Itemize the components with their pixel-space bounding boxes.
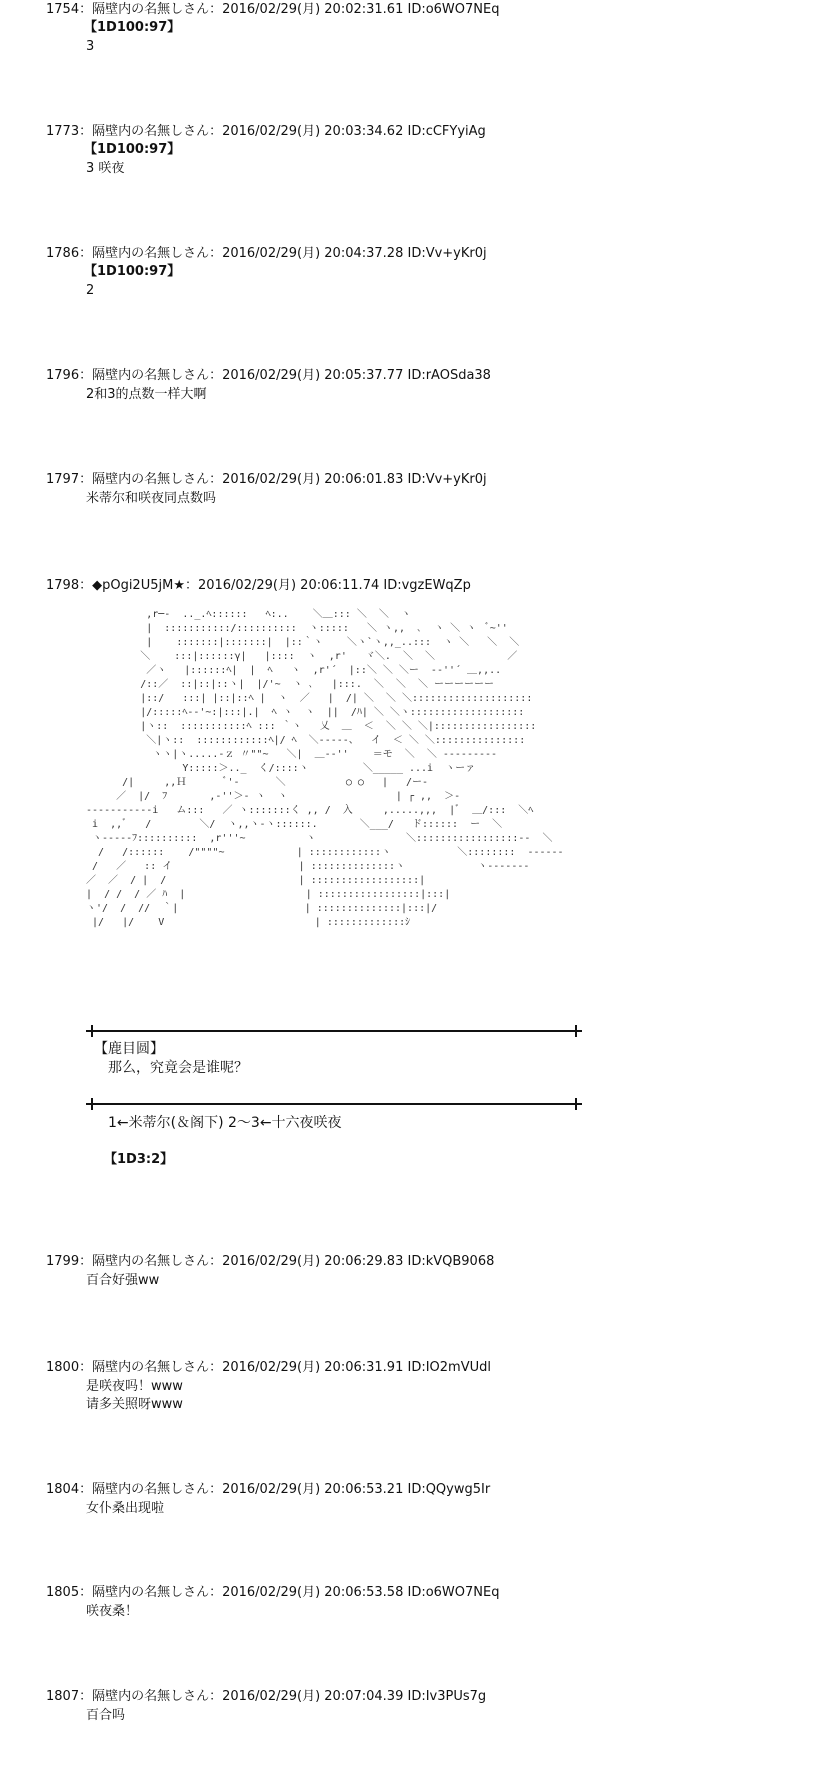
post-header: 1804：隔壁内の名無しさん：2016/02/29(月) 20:06:53.21 ID:QQywg5Ir [46, 1482, 491, 1497]
post-header: 1796：隔壁内の名無しさん：2016/02/29(月) 20:05:37.77 ID:rAOSda38 [46, 368, 491, 383]
post-line: 2 [86, 283, 95, 298]
dice-result: 【1D100:97】 [84, 142, 181, 157]
post-line: 2和3的点数一样大啊 [86, 387, 207, 402]
post-line: 百合好强ww [86, 1273, 160, 1288]
dice-result: 【1D100:97】 [84, 264, 181, 279]
divider-line [92, 1103, 576, 1105]
speech-text: 那么，究竟会是谁呢？ [108, 1060, 248, 1076]
dice-result: 【1D100:97】 [84, 20, 181, 35]
post-line: 米蒂尔和咲夜同点数吗 [86, 491, 217, 506]
dice-result: 【1D3:2】 [104, 1152, 174, 1167]
post-line: 咲夜桑！ [86, 1604, 139, 1619]
options-text: 1←米蒂尔(＆阁下) 2～3←十六夜咲夜 [108, 1115, 342, 1131]
post-header: 1754：隔壁内の名無しさん：2016/02/29(月) 20:02:31.61 ID:o6WO7NEq [46, 2, 500, 17]
post-header: 1807：隔壁内の名無しさん：2016/02/29(月) 20:07:04.39 ID:Iv3PUs7g [46, 1689, 487, 1704]
ascii-art-illustration: ,r─- .._.ﾍ:::::: ﾍ:.. ＼＿::: ＼ ＼ ヽ | :::::::::::/:::::::::: ヽ::::: ＼ ヽ,, ､ ヽ ＼ ヽ ﾞ~'' | :::::::|:::::::| |::｀ヽ ＼ヽ`ヽ,,_..::: ヽ ＼ ＼ ＼ ＼ :::|::::::γ| |:::: ヽ ,r' ヾ＼. ＼ ＼ ／ ／ヽ |::::::ﾍ| | ﾍ ヽ ,r'´ |::＼ ＼ ＼ー ‐‐''´ ＿,,.. /::／ ::|::|::ヽ| |/'~ ヽ ､ |:::. ＼ ＼ ＼ ーーーーーー |::/ :::| |::|::ﾍ | ヽ ／ | /| ＼ ＼ ＼:::::::::::::::::::: |/:::::ﾍ--'~:|:::|.| ﾍ ヽ ヽ || /ﾊ| ＼ ＼ヽ::::::::::::::::::: |ヽ:: :::::::::::ﾍ ::: ｀ヽ 乂 ＿ ＜ ＼ ＼ ＼|::::::::::::::::: ＼|ヽ:: ::::::::::::ﾍ|/ ﾍ ＼-----、 イ ＜ ＼ ＼::::::::::::::: ヽヽ|ヽ.....-ｚ 〃""~ ＼| ＿--'' ＝モ ＼ ＼ --------- Y:::::＞.._ く/::::ヽ ＼_____ ...i ヽーァ /| ,,Ｈ ﾞ'- ＼ ○ ○ | /ー- ／ |/ ﾌ ,-''＞- ヽ ヽ | ┌ ,, ＞- -----------i ム::: ／ ヽ:::::::く ,, / 入 ,.....,,, |ﾞ ＿/::: ＼ﾍ i ,,ﾞ / ＼/ ヽ,,ヽ-ヽ::::::. ＼___/ ド:::::: ー ＼ ヽ-----ﾌ:::::::::: ,r'''~ ヽ ＼:::::::::::::::::-- ＼ / /:::::: /""""~ | ::::::::::::ヽ ＼:::::::: ------ / ／ :: イ | ::::::::::::::ヽ ヽ------- ／ ／ / | / | ::::::::::::::::::| | / / / ／ ﾊ | | :::::::::::::::::|:::| ヽ'/ / // ｀| | ::::::::::::::|:::|/ |/ |/ V | :::::::::::::ｼ [86, 609, 564, 928]
post-line: 女仆桑出现啦 [86, 1501, 165, 1516]
post-line: 请多关照呀www [86, 1397, 183, 1412]
post-header: 1798：◆pOgi2U5jM★：2016/02/29(月) 20:06:11.74 ID:vgzEWqZp [46, 578, 471, 593]
divider-line [92, 1030, 576, 1032]
post-header: 1805：隔壁内の名無しさん：2016/02/29(月) 20:06:53.58 ID:o6WO7NEq [46, 1585, 500, 1600]
post-header: 1799：隔壁内の名無しさん：2016/02/29(月) 20:06:29.83 ID:kVQB9068 [46, 1254, 495, 1269]
post-line: 3 咲夜 [86, 161, 125, 176]
post-header: 1786：隔壁内の名無しさん：2016/02/29(月) 20:04:37.28 ID:Vv+yKr0j [46, 246, 487, 261]
post-header: 1773：隔壁内の名無しさん：2016/02/29(月) 20:03:34.62 ID:cCFYyiAg [46, 124, 486, 139]
post-header: 1800：隔壁内の名無しさん：2016/02/29(月) 20:06:31.91 ID:IO2mVUdl [46, 1360, 491, 1375]
post-line: 3 [86, 39, 95, 54]
speaker-name: 【鹿目圆】 [94, 1041, 164, 1057]
post-line: 是咲夜吗！www [86, 1379, 183, 1394]
post-header: 1797：隔壁内の名無しさん：2016/02/29(月) 20:06:01.83 ID:Vv+yKr0j [46, 472, 487, 487]
post-line: 百合吗 [86, 1708, 126, 1723]
